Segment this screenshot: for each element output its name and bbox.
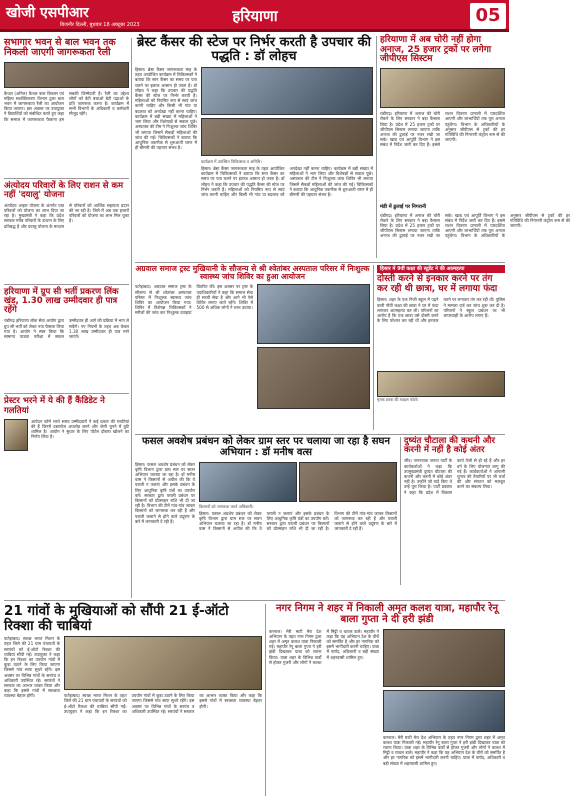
- left-column: [4, 38, 129, 598]
- lead-headline: ब्रेस्ट कैंसर की स्टेज पर निर्भर करती है उपचार की पद्धति : डॉ लोहच: [137, 35, 371, 65]
- lead-body-left: हिसार। ब्रेस्ट कैंसर जागरूकता माह के तहत आयोजित कार्यक्रम में चिकित्सकों ने बताया कि स्तन कैंसर का समय पर पता चलने पर इलाज आसान हो जाता है। डॉ लोहच ने कहा कि उपचार की पद्धति कैंसर की स्टेज पर निर्भर करती है। महिलाओं को नियमित रूप से स्वयं जांच करनी चाहिए और किसी भी गांठ या बदलाव को अनदेखा नहीं करना चाहिए। कार्यक्रम में बड़ी संख्या में महिलाओं ने भाग लिया और विशेषज्ञों से सवाल पूछे। अस्पताल की टीम ने निःशुल्क जांच शिविर भी लगाया जिसमें सैकड़ों महिलाओं की जांच की गई। चिकित्सकों ने बताया कि आधुनिक तकनीक से शुरुआती चरण में ही बीमारी की पहचान संभव है।: [135, 67, 197, 151]
- amrit-body: करनाल। मेरी माटी मेरा देश अभियान के तहत नगर निगम द्वारा शहर में अमृत कलश यात्रा निकाली गई। महापौर रेनू बाला गुप्ता ने हरी झंडी दिखाकर यात्रा को रवाना किया। यात्रा शहर के विभिन्न वार्डों से होकर गुजरी और लोगों ने कलश में मिट्टी व चावल डाले। महापौर ने कहा कि यह अभियान देश के वीरों को समर्पित है और हर नागरिक को इसमें भागीदारी करनी चाहिए। यात्रा में पार्षद, अधिकारी व बड़ी संख्या में शहरवासी शामिल हुए।: [269, 628, 379, 665]
- column-rule: [131, 38, 132, 598]
- stubble-body-right: हिसार। फसल अवशेष प्रबंधन को लेकर कृषि विभाग द्वारा ग्राम स्तर पर सघन अभियान चलाया जा रहा है। डॉ मनीष वत्स ने किसानों से अपील की कि वे पराली न जलाएं और इसके प्रबंधन के लिए आधुनिक कृषि यंत्रों का उपयोग करें। सरकार द्वारा पराली प्रबंधन पर किसानों को प्रोत्साहन राशि भी दी जा रही है। विभाग की टीमें गांव-गांव जाकर किसानों को जागरूक कर रही हैं और पराली जलाने से होने वाले प्रदूषण के बारे में जानकारी दे रही हैं।: [199, 510, 397, 532]
- amrit-kalash-story: [269, 604, 505, 796]
- truck-photo: [380, 68, 505, 108]
- left-headline-1: सभागार भवन से बाल भवन तक निकली जाएगी जागरूकता रैली: [4, 37, 116, 59]
- left-body-3: चंडीगढ़ हरियाणा लोक सेवा आयोग द्वारा ग्रुप सी भर्ती को लेकर नया फैसला लिया गया है। आयोग ने स्पष्ट किया कि सामान्य पात्रता परीक्षा में सफल उम्मीदवार ही आगे की प्रक्रिया में भाग ले सकेंगे। नए नियमों के तहत अब केवल 1.30 लाख उम्मीदवार ही पात्र माने जाएंगे।: [4, 318, 129, 339]
- left-headline-4: प्रेस्टर भरने में ये की हैं कैंडिडेट ने गलतियां: [4, 396, 105, 416]
- divider: [4, 284, 129, 285]
- lead-story: [135, 36, 373, 258]
- rickshaw-story: [4, 604, 262, 796]
- left-ad-row: [4, 419, 129, 467]
- health-camp-photos: [257, 284, 370, 412]
- left-headline-3: हरियाणा में ग्रुप सी भर्ती प्रकरण लिंक खंड, 1.30 लाख उम्मीदवार ही पात्र रहेंगे: [4, 286, 119, 316]
- stubble-caption: किसानों को जागरूक करते अधिकारी।: [199, 503, 254, 509]
- right-top-body-2: चंडीगढ़। हरियाणा में अनाज की चोरी रोकने के लिए सरकार ने बड़ा फैसला लिया है। प्रदेश में 25 हजार ट्रकों पर जीपीएस सिस्टम लगाया जाएगा ताकि अनाज की ढुलाई पर नजर रखी जा सके। खाद्य एवं आपूर्ति विभाग ने इस संबंध में निर्देश जारी कर दिए हैं। इससे राशन वितरण प्रणाली में पारदर्शिता आएगी और लाभार्थियों तक पूरा अनाज पहुंचेगा। विभाग के अधिकारियों के अनुसार जीपीएस से ट्रकों की हर गतिविधि की निगरानी कंट्रोल रूम से की जाएगी।: [380, 212, 570, 239]
- right-top-body: चंडीगढ़। हरियाणा में अनाज की चोरी रोकने के लिए सरकार ने बड़ा फैसला लिया है। प्रदेश में 25 हजार ट्रकों पर जीपीएस सिस्टम लगाया जाएगा ताकि अनाज की ढुलाई पर नजर रखी जा सके। खाद्य एवं आपूर्ति विभाग ने इस संबंध में निर्देश जारी कर दिए हैं। इससे राशन वितरण प्रणाली में पारदर्शिता आएगी और लाभार्थियों तक पूरा अनाज पहुंचेगा। विभाग के अधिकारियों के अनुसार जीपीएस से ट्रकों की हर गतिविधि की निगरानी कंट्रोल रूम से की जाएगी।: [380, 111, 505, 148]
- rickshaw-headline: 21 गांवों के मुखियाओं को सौंपी 21 ई-ऑटो रिक्शा की चाबियां: [4, 603, 229, 634]
- left-body-1: कैथल (अनिल) कैथल बाल विकास एवं महिला सशक्तिकरण विभाग द्वारा बाल भवन में जागरूकता रैली का आयोजन किया जाएगा। इस अवसर पर उपायुक्त ने विद्यार्थियों को संबोधित करते हुए कहा कि समाज में जागरूकता फैलाना हम सबकी जिम्मेदारी है। रैली का उद्देश्य लोगों को बेटी बचाओ बेटी पढ़ाओ के प्रति जागरूक करना है। कार्यक्रम में सभी विभागों के अधिकारी व कर्मचारी मौजूद रहेंगे।: [4, 90, 129, 122]
- stubble-photo-1: [199, 462, 297, 502]
- health-camp-headline: अग्रवाल समाज ट्रस्ट मुखियानी के सौजन्य से श्री श्वेतांबर अस्पताल परिसर में निःशुल्क स्वास्थ्य जांच शिविर का हुआ आयोजन: [135, 264, 370, 282]
- left-body-4: आवेदन फॉर्म भरते समय उम्मीदवारों ने कई प्रकार की गलतियां की हैं जिनमें दस्तावेज अपलोड करने और श्रेणी चुनने में त्रुटि शामिल है। आयोग ने सुधार के लिए पोर्टल दोबारा खोलने का निर्णय लिया है।: [31, 418, 129, 440]
- right-top-subhead: मंडी में ढुलाई पर निगरानी: [380, 204, 427, 211]
- stubble-headline: फसल अवशेष प्रबंधन को लेकर ग्राम स्तर पर चलाया जा रहा है सघन अभियान : डॉ मनीष वत्स: [141, 436, 391, 458]
- stubble-media: [199, 462, 397, 581]
- amrit-row: [269, 629, 505, 777]
- left-headline-2: अंत्योदय परिवारों के लिए राशन से कम नहीं 'दयालु' योजना: [4, 180, 124, 200]
- stubble-story: [135, 437, 397, 585]
- hisar-story: [377, 265, 505, 430]
- right-top-headline: हरियाणा में अब चोरी नहीं होगा अनाज, 25 हजार ट्रकों पर लगेगा जीपीएस सिस्टम: [380, 35, 492, 65]
- rally-photo: [4, 62, 129, 88]
- column-rule: [373, 265, 374, 430]
- lead-caption: कार्यक्रम में उपस्थित चिकित्सक व अतिथि।: [201, 159, 262, 165]
- hisar-headline: दोस्ती करने से इनकार करने पर तंग कर रही थी छात्रा, घर में लगाया फंदा: [377, 274, 498, 294]
- rickshaw-body-right: फतेहाबाद। स्वच्छ भारत मिशन के तहत जिले की 21 ग्राम पंचायतों के सरपंचों को ई-ऑटो रिक्शा की चाबियां सौंपी गईं। उपायुक्त ने कहा कि इन रिक्शा का उपयोग गांवों में कूड़ा उठाने के लिए किया जाएगा जिससे गांव साफ सुथरे रहेंगे। इस अवसर पर विभिन्न गांवों के सरपंच व अधिकारी उपस्थित रहे। सरपंचों ने सरकार का आभार व्यक्त किया और कहा कि इससे गांवों में स्वच्छता व्यवस्था बेहतर होगी।: [64, 693, 262, 714]
- section-rule: [135, 262, 505, 263]
- lead-body-right: हिसार। ब्रेस्ट कैंसर जागरूकता माह के तहत आयोजित कार्यक्रम में चिकित्सकों ने बताया कि स्तन कैंसर का समय पर पता चलने पर इलाज आसान हो जाता है। डॉ लोहच ने कहा कि उपचार की पद्धति कैंसर की स्टेज पर निर्भर करती है। महिलाओं को नियमित रूप से स्वयं जांच करनी चाहिए और किसी भी गांठ या बदलाव को अनदेखा नहीं करना चाहिए। कार्यक्रम में बड़ी संख्या में महिलाओं ने भाग लिया और विशेषज्ञों से सवाल पूछे। अस्पताल की टीम ने निःशुल्क जांच शिविर भी लगाया जिसमें सैकड़ों महिलाओं की जांच की गई। चिकित्सकों ने बताया कि आधुनिक तकनीक से शुरुआती चरण में ही बीमारी की पहचान संभव है।: [201, 166, 373, 198]
- rickshaw-body-left: फतेहाबाद। स्वच्छ भारत मिशन के तहत जिले की 21 ग्राम पंचायतों के सरपंचों को ई-ऑटो रिक्शा की चाबियां सौंपी गईं। उपायुक्त ने कहा कि इन रिक्शा का उपयोग गांवों में कूड़ा उठाने के लिए किया जाएगा जिससे गांव साफ सुथरे रहेंगे। इस अवसर पर विभिन्न गांवों के सरपंच व अधिकारी उपस्थित रहे। सरपंचों ने सरकार का आभार व्यक्त किया और कहा कि इससे गांवों में स्वच्छता व्यवस्था बेहतर होगी।: [4, 636, 60, 699]
- hisar-photo: [377, 371, 505, 397]
- health-camp-photo-1: [257, 284, 370, 344]
- column-rule: [400, 437, 401, 585]
- section-rule: [4, 600, 505, 601]
- ad-photo: [4, 419, 28, 451]
- divider: [4, 393, 129, 394]
- health-camp-story: [135, 265, 370, 430]
- rickshaw-media: [64, 636, 262, 788]
- stubble-row: [135, 462, 397, 581]
- health-camp-body: फतेहाबाद। अग्रवाल समाज ट्रस्ट के सौजन्य से श्री श्वेतांबर अस्पताल परिसर में निःशुल्क स्वास्थ्य जांच शिविर का आयोजन किया गया। शिविर में विशेषज्ञ चिकित्सकों ने मरीजों की जांच कर निःशुल्क दवाइयां वितरित कीं। इस अवसर पर ट्रस्ट के पदाधिकारियों ने कहा कि समाज सेवा ही सच्ची सेवा है और आगे भी ऐसे शिविर लगाए जाते रहेंगे। शिविर में 500 से अधिक लोगों ने लाभ उठाया।: [135, 284, 253, 316]
- rickshaw-row: [4, 636, 262, 788]
- divider: [4, 178, 129, 179]
- lead-photo-1: [201, 67, 373, 115]
- column-rule: [265, 604, 266, 796]
- amrit-photos: [383, 629, 505, 777]
- stubble-body-left: हिसार। फसल अवशेष प्रबंधन को लेकर कृषि विभाग द्वारा ग्राम स्तर पर सघन अभियान चलाया जा रहा है। डॉ मनीष वत्स ने किसानों से अपील की कि वे पराली न जलाएं और इसके प्रबंधन के लिए आधुनिक कृषि यंत्रों का उपयोग करें। सरकार द्वारा पराली प्रबंधन पर किसानों को प्रोत्साहन राशि भी दी जा रही है। विभाग की टीमें गांव-गांव जाकर किसानों को जागरूक कर रही हैं और पराली जलाने से होने वाले प्रदूषण के बारे में जानकारी दे रही हैं।: [135, 461, 195, 524]
- right-top-story: [380, 35, 570, 258]
- amrit-photo-1: [383, 629, 505, 687]
- health-camp-row: [135, 284, 370, 412]
- masthead: [0, 0, 509, 32]
- lead-photo-2: [201, 118, 373, 156]
- stubble-photo-2: [299, 462, 397, 502]
- brand-name: खोजी एसपीआर: [6, 5, 89, 21]
- hisar-body: हिसार। शहर के एक निजी स्कूल में पढ़ने वाली नौवीं कक्षा की छात्रा ने घर में फंदा लगाकर आत्महत्या कर ली। परिजनों का आरोप है कि एक छात्रा उसे दोस्ती करने के लिए परेशान कर रही थी और इनकार करने पर लगातार तंग कर रही थी। पुलिस ने मामला दर्ज कर जांच शुरू कर दी है। परिजनों ने स्कूल प्रबंधन पर भी लापरवाही के आरोप लगाए हैं।: [377, 297, 505, 324]
- page-number: 05: [470, 3, 506, 29]
- amrit-body-2: करनाल। मेरी माटी मेरा देश अभियान के तहत नगर निगम द्वारा शहर में अमृत कलश यात्रा निकाली गई। महापौर रेनू बाला गुप्ता ने हरी झंडी दिखाकर यात्रा को रवाना किया। यात्रा शहर के विभिन्न वार्डों से होकर गुजरी और लोगों ने कलश में मिट्टी व चावल डाले। महापौर ने कहा कि यह अभियान देश के वीरों को समर्पित है और हर नागरिक को इसमें भागीदारी करनी चाहिए। यात्रा में पार्षद, अधिकारी व बड़ी संख्या में शहरवासी शामिल हुए।: [383, 734, 505, 766]
- dushyant-story: [404, 437, 505, 585]
- amrit-headline: नगर निगम ने शहर में निकाली अमृत कलश यात्रा, महापौर रेनू बाला गुप्ता ने दी हरी झंडी: [275, 603, 499, 625]
- left-body-2: अंत्योदय आहार योजना के अंतर्गत पात्र परिवारों को योजना का लाभ दिया जा रहा है। मुख्यमंत्री ने कहा कि प्रदेश सरकार गरीब परिवारों के उत्थान के लिए प्रतिबद्ध है और दयालु योजना के माध्यम से परिवारों को आर्थिक सहायता प्रदान की जा रही है। जिले में अब तक हजारों परिवारों को योजना का लाभ मिल चुका है।: [4, 202, 129, 229]
- amrit-photo-2: [383, 690, 505, 732]
- dushyant-headline: दुष्यंत चौटाला की कथनी और करनी में नहीं है कोई अंतर: [404, 436, 495, 456]
- section-rule: [135, 434, 505, 435]
- hisar-caption: मृतक छात्रा की फाइल फोटो।: [377, 397, 419, 403]
- health-camp-photo-2: [257, 347, 370, 409]
- section-title: हरियाणा: [232, 7, 278, 25]
- date-line: बिजनौर दिल्ली, बुधवार 18 अक्टूबर 2023: [60, 22, 140, 28]
- lead-media: [201, 67, 373, 246]
- column-rule: [376, 36, 377, 258]
- stubble-photo-row: [199, 462, 397, 502]
- rickshaw-photo: [64, 636, 262, 690]
- lead-body-row: [135, 67, 373, 246]
- dushyant-body: जींद। जननायक जनता पार्टी के कार्यकर्ताओं ने कहा कि उपमुख्यमंत्री दुष्यंत चौटाला की कथनी और करनी में कोई अंतर नहीं है। उन्होंने जो वादे किए थे उन्हें पूरा किया है। पार्टी प्रवक्ता ने कहा कि प्रदेश में विकास कार्य तेजी से हो रहे हैं और हर वर्ग के लिए योजनाएं लागू की गई हैं। कार्यकर्ताओं ने आगामी चुनाव की तैयारियों पर भी चर्चा की और संगठन को मजबूत करने का संकल्प लिया।: [404, 458, 505, 495]
- hisar-kicker: हिसार में 9वीं कक्षा की स्टूडेंट ने की आत्महत्या: [377, 265, 505, 273]
